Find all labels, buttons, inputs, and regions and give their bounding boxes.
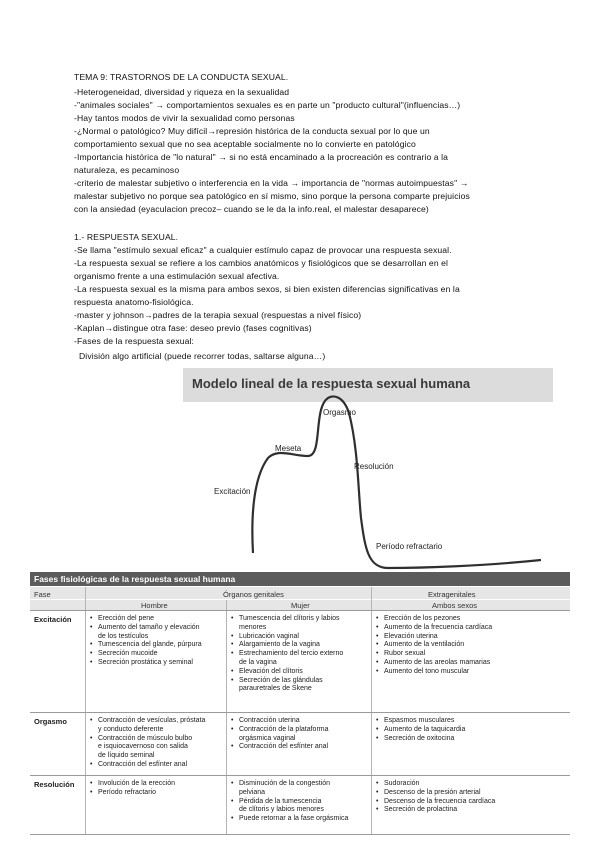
text-line: organismo frente a una estimulación sexual afectiva. — [74, 271, 280, 281]
text-line: -Fases de la respuesta sexual: — [74, 336, 195, 346]
label-meseta: Meseta — [275, 444, 302, 453]
list-item: • Alargamiento de la vagina — [231, 641, 343, 650]
table-title: Fases fisiológicas de la respuesta sexual humana — [30, 572, 570, 586]
text-line: -criterio de malestar subjetivo o interferencia en la vida → importancia de "normas autoimpuestas" → — [74, 178, 469, 188]
response-curve — [183, 368, 553, 581]
label-resolucion: Resolución — [354, 462, 394, 471]
col-divider — [371, 587, 372, 835]
list-item: • Aumento de la taquicardia — [376, 726, 465, 735]
list-item: • Contracción del esfínter anal — [231, 743, 329, 752]
label-refractario: Período refractario — [376, 542, 443, 551]
list-item: orgásmica vaginal — [239, 734, 296, 742]
list-item: • Secreción de prolactina — [376, 806, 495, 815]
orgasmo-ambos-list — [376, 717, 465, 743]
list-item: • Erección de los pezones — [376, 615, 492, 624]
row-divider — [30, 610, 570, 611]
response-model-figure — [183, 368, 553, 581]
text-line: malestar subjetivo no porque sea patológico en sí mismo, sino porque la persona comparte prejuicios — [74, 191, 470, 201]
row-divider — [30, 712, 570, 713]
list-item: y conducto deferente — [98, 725, 164, 733]
list-item: • Aumento de las areolas mamarias — [376, 659, 492, 668]
list-item: • Secreción de las glándulas — [231, 677, 343, 686]
label-excitacion: Excitación — [214, 487, 251, 496]
list-item: • Aumento del tono muscular — [376, 668, 492, 677]
list-item: • Período refractario — [90, 789, 175, 798]
col-divider — [85, 587, 86, 835]
phases-table — [30, 572, 570, 835]
text-line: -La respuesta sexual se refiere a los cambios anatómicos y fisiológicos que se desarrollan en el — [74, 258, 449, 268]
list-item: • Contracción de músculo bulbo — [90, 735, 205, 744]
list-item: • Contracción de la plataforma — [231, 726, 329, 735]
phase-excitacion: Excitación — [34, 615, 72, 624]
list-item: • Elevación uterina — [376, 633, 492, 642]
row-divider — [30, 775, 570, 776]
phase-orgasmo: Orgasmo — [34, 717, 67, 726]
text-line: -Hay tantos modos de vivir la sexualidad como personas — [74, 113, 295, 123]
text-line: -Kaplan→distingue otra fase: deseo previo (fases cognitivas) — [74, 323, 312, 333]
text-line: -master y johnson→padres de la terapia sexual (respuestas a nivel físico) — [74, 310, 362, 320]
table-header-row — [30, 587, 570, 599]
text-line: con la ansiedad (eyaculacion precoz– cuando se le da la info.real, el malestar desaparece) — [74, 204, 429, 214]
list-item: • Secreción mucoide — [90, 650, 202, 659]
topic-title: TEMA 9: TRASTORNOS DE LA CONDUCTA SEXUAL. — [74, 72, 289, 82]
list-item: • Espasmos musculares — [376, 717, 465, 726]
orgasmo-hombre-list — [90, 717, 205, 770]
list-item: • Aumento de la frecuencia cardíaca — [376, 624, 492, 633]
header-extragenitales: Extragenitales — [428, 590, 476, 599]
list-item: • Descenso de la frecuencia cardíaca — [376, 798, 495, 807]
header-hombre: Hombre — [141, 601, 168, 610]
section-heading: 1.- RESPUESTA SEXUAL. — [74, 232, 179, 242]
text-line: comportamiento sexual que no sea aceptable socialmente no lo convierte en patológico — [74, 139, 416, 149]
list-item: • Erección del pene — [90, 615, 202, 624]
list-item: • Contracción de vesículas, próstata — [90, 717, 205, 726]
list-item: parauretrales de Skene — [239, 685, 312, 693]
resolucion-hombre-list — [90, 780, 175, 798]
list-item: menores — [239, 623, 267, 631]
list-item: • Contracción del esfínter anal — [90, 761, 205, 770]
list-item: • Secreción de oxitocina — [376, 735, 465, 744]
list-item: e isquiocavernoso con salida — [98, 743, 188, 751]
text-line: -Se llama "estímulo sexual eficaz" a cualquier estímulo capaz de provocar una respuesta sexual. — [74, 245, 452, 255]
excitacion-ambos-list — [376, 615, 492, 677]
list-item: • Estrechamiento del tercio externo — [231, 650, 343, 659]
list-item: • Pérdida de la tumescencia — [231, 798, 348, 807]
label-orgasmo: Orgasmo — [323, 408, 356, 417]
list-item: • Tumescencia del clítoris y labios — [231, 615, 343, 624]
list-item: • Tumescencia del glande, púrpura — [90, 641, 202, 650]
text-line: División algo artificial (puede recorrer todas, saltarse alguna…) — [79, 351, 326, 361]
excitacion-mujer-list — [231, 615, 343, 694]
header-ambos: Ambos sexos — [432, 601, 478, 610]
list-item: • Descenso de la presión arterial — [376, 789, 495, 798]
list-item: • Rubor sexual — [376, 650, 492, 659]
list-item: • Contracción uterina — [231, 717, 329, 726]
list-item: de los testículos — [98, 632, 149, 640]
orgasmo-mujer-list — [231, 717, 329, 752]
col-divider — [226, 600, 227, 835]
text-line: -Importancia histórica de "lo natural" → si no está encaminado a la procreación es contrario a la — [74, 152, 449, 162]
list-item: de líquido seminal — [98, 752, 155, 760]
row-divider — [30, 834, 570, 835]
phase-resolucion: Resolución — [34, 780, 75, 789]
list-item: • Involución de la erección — [90, 780, 175, 789]
list-item: de clítoris y labios menores — [239, 806, 324, 814]
list-item: • Lubricación vaginal — [231, 633, 343, 642]
list-item: • Elevación del clítoris — [231, 668, 343, 677]
text-line: -"animales sociales" → comportamientos sexuales es en parte un "producto cultural"(influencias…) — [74, 100, 461, 110]
resolucion-mujer-list — [231, 780, 348, 824]
header-organos: Órganos genitales — [223, 590, 284, 599]
list-item: • Sudoración — [376, 780, 495, 789]
list-item: • Disminución de la congestión — [231, 780, 348, 789]
resolucion-ambos-list — [376, 780, 495, 815]
text-line: -¿Normal o patológico? Muy difícil→represión histórica de la conducta sexual por lo que un — [74, 126, 430, 136]
list-item: • Aumento del tamaño y elevación — [90, 624, 202, 633]
header-mujer: Mujer — [291, 601, 310, 610]
figure-title: Modelo lineal de la respuesta sexual humana — [192, 376, 471, 391]
list-item: • Secreción prostática y seminal — [90, 659, 202, 668]
excitacion-hombre-list — [90, 615, 202, 668]
text-line: -La respuesta sexual es la misma para ambos sexos, si bien existen diferencias significativas en la — [74, 284, 460, 294]
list-item: • Aumento de la ventilación — [376, 641, 492, 650]
list-item: pelviana — [239, 788, 266, 796]
list-item: • Puede retornar a la fase orgásmica — [231, 815, 348, 824]
text-line: -Heterogeneidad, diversidad y riqueza en la sexualidad — [74, 87, 290, 97]
text-line: respuesta anatomo-fisiológica. — [74, 297, 194, 307]
header-fase: Fase — [34, 590, 51, 599]
text-line: naturaleza, es pecaminoso — [74, 165, 180, 175]
list-item: de la vagina — [239, 658, 277, 666]
